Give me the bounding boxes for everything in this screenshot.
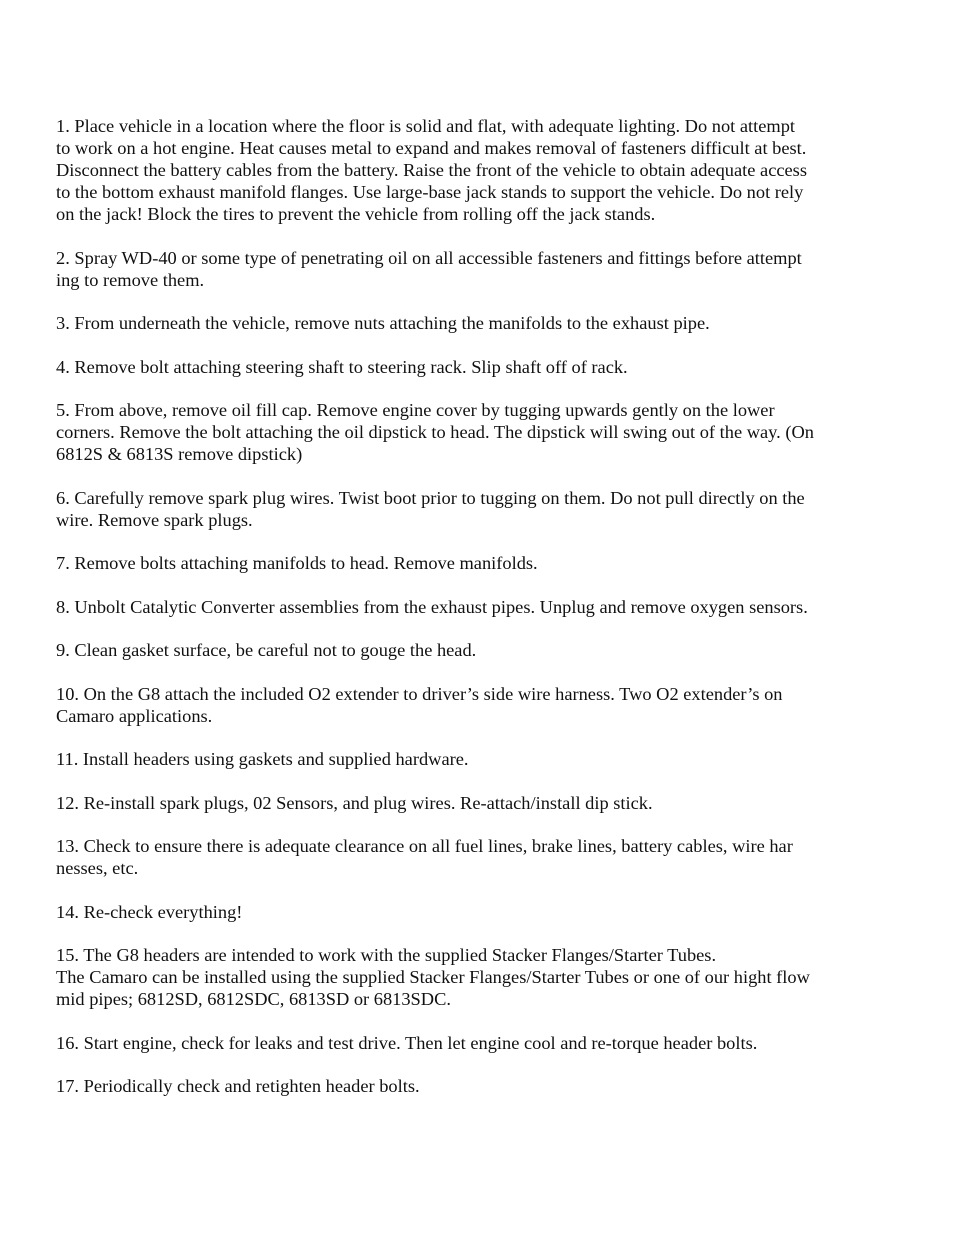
instruction-step-9 xyxy=(56,639,906,661)
instruction-line: 10. On the G8 attach the included O2 extender to driver’s side wire harness. Two O2 extender’s on xyxy=(56,683,783,704)
instruction-line: to the bottom exhaust manifold flanges. Use large-base jack stands to support the vehicle. Do not rely xyxy=(56,182,804,202)
instruction-step-11 xyxy=(56,748,906,770)
instruction-step-14 xyxy=(56,901,906,923)
instruction-line: 7. Remove bolts attaching manifolds to head. Remove manifolds. xyxy=(56,553,538,573)
instruction-line: 13. Check to ensure there is adequate clearance on all fuel lines, brake lines, battery cables, wire har xyxy=(56,836,793,856)
instruction-step-4 xyxy=(56,356,906,378)
instruction-step-16 xyxy=(56,1032,906,1054)
instruction-line: 1. Place vehicle in a location where the floor is solid and flat, with adequate lighting. Do not attempt xyxy=(56,116,796,136)
instruction-step-5 xyxy=(56,399,906,465)
instruction-line: 12. Re-install spark plugs, 02 Sensors, and plug wires. Re-attach/install dip stick. xyxy=(56,792,653,813)
instruction-line: to work on a hot engine. Heat causes metal to expand and makes removal of fasteners difficult at best. xyxy=(56,138,807,158)
instruction-line: 8. Unbolt Catalytic Converter assemblies from the exhaust pipes. Unplug and remove oxygen sensors. xyxy=(56,596,808,617)
instruction-step-1 xyxy=(56,115,906,225)
instruction-line: 5. From above, remove oil fill cap. Remove engine cover by tugging upwards gently on the lower xyxy=(56,400,775,420)
instruction-step-7 xyxy=(56,552,906,574)
instruction-step-2 xyxy=(56,247,906,291)
instruction-line: The Camaro can be installed using the supplied Stacker Flanges/Starter Tubes or one of our hight flow xyxy=(56,967,810,987)
instruction-step-17 xyxy=(56,1075,906,1097)
instruction-step-10 xyxy=(56,683,906,727)
instruction-step-12 xyxy=(56,792,906,814)
instruction-step-15 xyxy=(56,944,906,1010)
instruction-step-8 xyxy=(56,596,906,618)
instruction-step-13 xyxy=(56,835,906,879)
instruction-line: mid pipes; 6812SD, 6812SDC, 6813SD or 6813SDC. xyxy=(56,989,451,1009)
instructions-document xyxy=(56,115,906,1119)
instruction-line: 4. Remove bolt attaching steering shaft to steering rack. Slip shaft off of rack. xyxy=(56,356,628,377)
instruction-line: 9. Clean gasket surface, be careful not to gouge the head. xyxy=(56,640,477,660)
instruction-line: Camaro applications. xyxy=(56,705,213,726)
instruction-line: 17. Periodically check and retighten header bolts. xyxy=(56,1076,420,1096)
instruction-line: 14. Re-check everything! xyxy=(56,901,243,922)
instruction-line: wire. Remove spark plugs. xyxy=(56,509,253,530)
instruction-line: nesses, etc. xyxy=(56,858,139,878)
instruction-step-6 xyxy=(56,487,906,531)
instruction-line: corners. Remove the bolt attaching the oil dipstick to head. The dipstick will swing out of the way. (On xyxy=(56,422,814,442)
instruction-line: 6. Carefully remove spark plug wires. Twist boot prior to tugging on them. Do not pull directly on the xyxy=(56,487,805,508)
instruction-line: 15. The G8 headers are intended to work with the supplied Stacker Flanges/Starter Tubes. xyxy=(56,945,717,965)
instruction-line: 16. Start engine, check for leaks and test drive. Then let engine cool and re-torque header bolts. xyxy=(56,1032,758,1053)
instruction-line: 3. From underneath the vehicle, remove nuts attaching the manifolds to the exhaust pipe. xyxy=(56,313,710,333)
instruction-line: ing to remove them. xyxy=(56,269,205,290)
instruction-line: 11. Install headers using gaskets and supplied hardware. xyxy=(56,749,469,769)
instruction-line: on the jack! Block the tires to prevent the vehicle from rolling off the jack stands. xyxy=(56,204,656,224)
instruction-line: 6812S & 6813S remove dipstick) xyxy=(56,444,303,464)
instruction-line: 2. Spray WD-40 or some type of penetrating oil on all accessible fasteners and fittings before attempt xyxy=(56,247,802,268)
instruction-step-3 xyxy=(56,312,906,334)
instruction-line: Disconnect the battery cables from the battery. Raise the front of the vehicle to obtain adequate access xyxy=(56,160,807,180)
